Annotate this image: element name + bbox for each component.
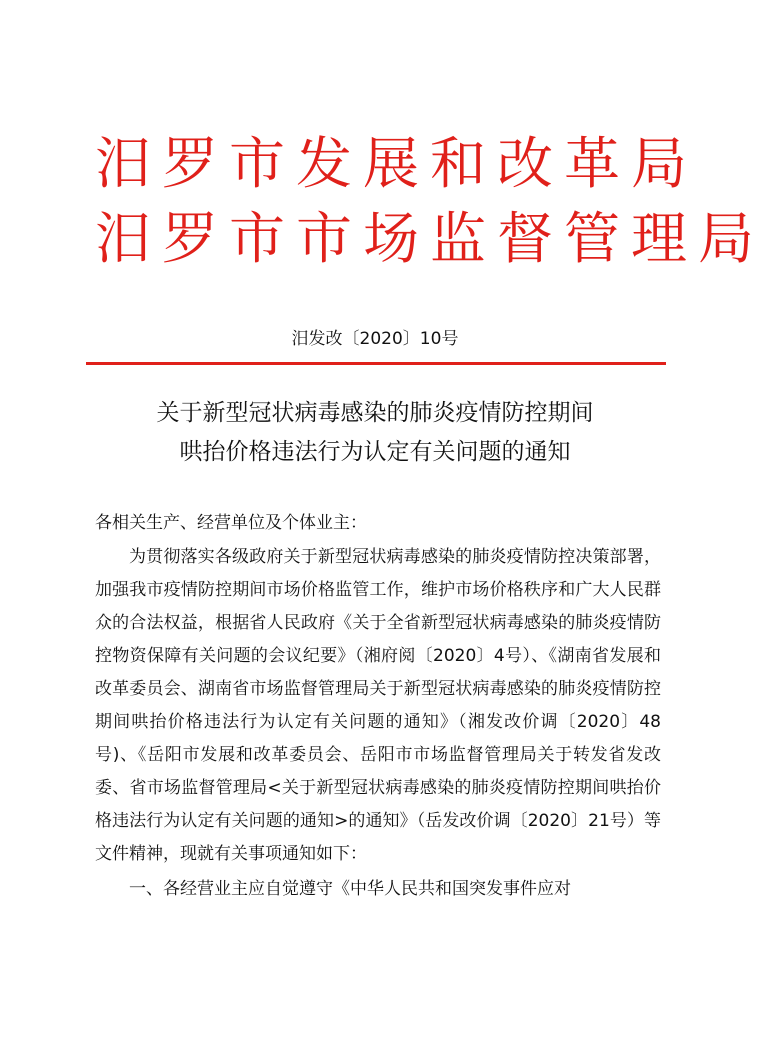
issuer-name-market-supervision-bureau: 汨罗市市场监督管理局 bbox=[95, 207, 765, 272]
document-number: 汨发改〔2020〕10号 bbox=[291, 329, 459, 349]
document-title-line-1: 关于新型冠状病毒感染的肺炎疫情防控期间 bbox=[156, 400, 594, 426]
document-title-line-2: 哄抬价格违法行为认定有关问题的通知 bbox=[179, 439, 571, 465]
issuer-name-development-reform-bureau: 汨罗市发展和改革局 bbox=[95, 132, 698, 197]
salutation: 各相关生产、经营单位及个体业主： bbox=[95, 513, 367, 533]
red-header-divider bbox=[86, 362, 666, 365]
document-body bbox=[95, 505, 661, 907]
body-paragraph-2: 一、各经营业主应自觉遵守《中华人民共和国突发事件应对 bbox=[129, 879, 571, 899]
body-paragraph-1: 为贯彻落实各级政府关于新型冠状病毒感染的肺炎疫情防控决策部署，加强我市疫情防控期间市场价格监管工作，维护市场价格秩序和广大人民群众的合法权益，根据省人民政府《关于全省新型冠状病毒感染的肺炎疫情防控物资保障有关问题的会议纪要》（湘府阅〔2020〕4号）、《湖南省发展和改革委员会、湖南省市场监督管理局关于新型冠状病毒感染的肺炎疫情防控期间哄抬价格违法行为认定有关问题的通知》（湘发改价调〔2020〕48号)、《岳阳市发展和改革委员会、岳阳市市场监督管理局关于转发省发改委、省市场监督管理局<关于新型冠状病毒感染的肺炎疫情防控期间哄抬价格违法行为认定有关问题的通知>的通知》（岳发改价调〔2020〕21号）等文件精神，现就有关事项通知如下： bbox=[95, 547, 661, 864]
